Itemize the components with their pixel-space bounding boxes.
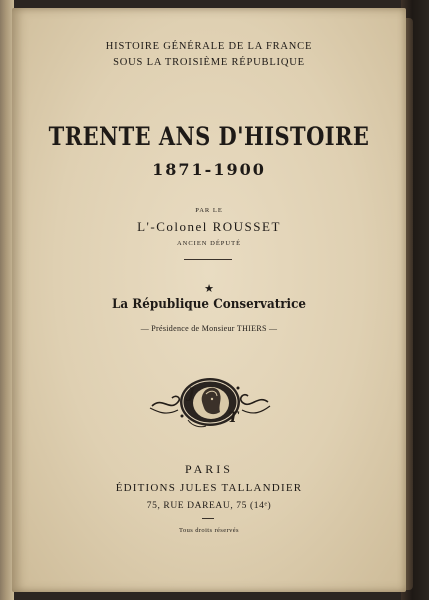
publisher-city: PARIS (185, 462, 233, 476)
title-page (12, 8, 406, 592)
rights-notice: Tous droits réservés (179, 527, 239, 534)
publisher-address: 75, RUE DAREAU, 75 (14ᵉ) (146, 501, 272, 511)
series-title-line-2: SOUS LA TROISIÈME RÉPUBLIQUE (113, 57, 305, 68)
author-subtitle: ANCIEN DÉPUTÉ (176, 240, 242, 247)
publisher-monogram-medallion-icon (148, 372, 272, 434)
volume-subtitle: — Présidence de Monsieur THIERS — (140, 324, 278, 333)
title-divider-rule (184, 259, 232, 260)
author-name: L'-Colonel ROUSSET (137, 219, 281, 234)
series-title-line-1: HISTOIRE GÉNÉRALE DE LA FRANCE (105, 41, 313, 52)
title-years: 1871-1900 (152, 160, 266, 179)
volume-marker-star: ★ (204, 283, 214, 295)
author-prefix: PAR LE (195, 207, 223, 214)
svg-text:J: J (188, 386, 195, 402)
svg-text:T: T (228, 410, 239, 426)
publisher-name: ÉDITIONS JULES TALLANDIER (115, 482, 303, 494)
address-rule (202, 518, 214, 519)
title-page-text (12, 8, 406, 592)
main-title: TRENTE ANS D'HISTOIRE (48, 122, 370, 151)
volume-title: La République Conservatrice (111, 297, 307, 312)
